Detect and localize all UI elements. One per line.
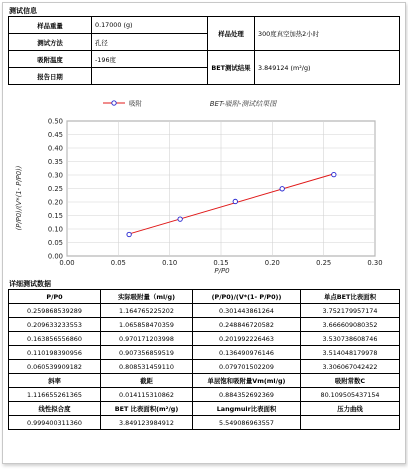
test-method-label: 测试方法 <box>9 34 92 51</box>
table-cell: 3.514048179978 <box>301 346 400 360</box>
data-point <box>178 217 182 221</box>
summary-header-row <box>9 374 400 388</box>
table-cell: 0.970171203998 <box>101 332 193 346</box>
table-cell: 0.060539909182 <box>9 360 101 374</box>
x-axis-label: P/P0 <box>214 267 230 275</box>
y-axis-ticks <box>48 118 63 261</box>
report-date-label: 报告日期 <box>9 68 92 85</box>
y-tick-label: 0.15 <box>47 212 63 220</box>
table-cell: 0.907356859519 <box>101 346 193 360</box>
test-method-value: 孔径 <box>92 34 208 51</box>
y-tick-label: 0.40 <box>47 144 63 153</box>
y-tick-label: 0.25 <box>47 185 63 193</box>
x-tick-label: 0.20 <box>264 259 280 267</box>
adsorption-temp-label: 吸附温度 <box>9 51 92 68</box>
slope-label: 斜率 <box>9 374 101 388</box>
bet-area-label: BET 比表面积(m²/g) <box>101 402 193 416</box>
x-axis-ticks <box>59 259 382 267</box>
constant-c-value: 80.109505437154 <box>301 388 400 402</box>
slope-value: 1.116655261365 <box>9 388 101 402</box>
table-cell: 0.136490976146 <box>193 346 301 360</box>
details-title: 详细测试数据 <box>9 280 51 288</box>
table-cell: 0.301443861264 <box>193 304 301 318</box>
summary-value-row <box>9 416 400 430</box>
table-cell: 3.306067042422 <box>301 360 400 374</box>
x-tick-label: 0.10 <box>162 259 178 267</box>
table-row <box>9 360 400 374</box>
table-cell: 1.065858470359 <box>101 318 193 332</box>
table-row <box>9 318 400 332</box>
report-date-value <box>92 68 208 85</box>
bet-result-label: BET测试结果 <box>208 51 255 85</box>
details-header-row <box>9 290 400 304</box>
col-header: 实际吸附量（ml/g) <box>101 290 193 304</box>
table-cell: 3.530738608746 <box>301 332 400 346</box>
monolayer-value: 0.884352692369 <box>193 388 301 402</box>
data-point <box>332 172 336 176</box>
data-point <box>280 187 284 191</box>
langmuir-area-label: Langmuir比表面积 <box>193 402 301 416</box>
table-cell: 0.163856556860 <box>9 332 101 346</box>
col-header: 单点BET比表面积 <box>301 290 400 304</box>
table-cell: 3.666609080352 <box>301 318 400 332</box>
y-tick-label: 0.10 <box>47 225 63 234</box>
col-header: P/P0 <box>9 290 101 304</box>
x-tick-label: 0.15 <box>213 259 229 267</box>
constant-c-label: 吸附常数C <box>301 374 400 388</box>
x-tick-label: 0.25 <box>316 259 332 267</box>
sample-treatment-value: 300度真空加热2小时 <box>255 17 400 51</box>
table-cell: 0.808531459110 <box>101 360 193 374</box>
table-cell: 3.752179957174 <box>301 304 400 318</box>
linear-fit-label: 线性拟合度 <box>9 402 101 416</box>
linear-fit-value: 0.999400311360 <box>9 416 101 430</box>
pressure-curve-value <box>301 416 400 430</box>
x-tick-label: 0.30 <box>367 259 383 267</box>
col-header: (P/P0)/(V*(1- P/P0)) <box>193 290 301 304</box>
legend-label: 吸附 <box>129 99 142 108</box>
bet-report-page <box>2 2 406 464</box>
data-point <box>127 232 131 236</box>
table-cell: 0.248846720582 <box>193 318 301 332</box>
pressure-curve-label: 压力曲线 <box>301 402 400 416</box>
x-tick-label: 0.05 <box>110 259 126 267</box>
test-info-table <box>8 16 400 85</box>
chart-legend <box>103 99 142 108</box>
chart-title: BET-吸附-测试结果图 <box>209 100 277 108</box>
table-cell: 0.201992226463 <box>193 332 301 346</box>
bet-chart <box>13 96 391 276</box>
y-tick-label: 0.05 <box>47 239 63 247</box>
y-tick-label: 0.30 <box>47 171 63 180</box>
sample-weight-value: 0.17000 (g) <box>92 17 208 34</box>
y-axis-label: (P/P0)/(V*(1- P/P0)) <box>15 165 23 231</box>
bet-area-value: 3.849123984912 <box>101 416 193 430</box>
adsorption-temp-value: -196度 <box>92 51 208 68</box>
intercept-label: 截距 <box>101 374 193 388</box>
table-row <box>9 332 400 346</box>
monolayer-label: 单层饱和吸附量Vm(ml/g) <box>193 374 301 388</box>
summary-header-row <box>9 402 400 416</box>
table-cell: 0.209633233553 <box>9 318 101 332</box>
info-row <box>9 51 400 68</box>
x-tick-label: 0.00 <box>59 259 75 267</box>
sample-weight-label: 样品重量 <box>9 17 92 34</box>
bet-result-value: 3.849124 (m²/g) <box>255 51 400 85</box>
test-info-title: 测试信息 <box>9 7 37 15</box>
y-tick-label: 0.35 <box>47 158 63 166</box>
table-cell: 0.079701502209 <box>193 360 301 374</box>
chart-grid <box>67 121 375 256</box>
sample-treatment-label: 样品处理 <box>208 17 255 51</box>
y-tick-label: 0.20 <box>47 198 63 207</box>
table-row <box>9 346 400 360</box>
table-cell: 1.164765225202 <box>101 304 193 318</box>
langmuir-area-value: 5.549086963557 <box>193 416 301 430</box>
intercept-value: 0.014115310862 <box>101 388 193 402</box>
table-cell: 0.110198390956 <box>9 346 101 360</box>
y-tick-label: 0.50 <box>47 117 63 126</box>
info-row <box>9 17 400 34</box>
y-tick-label: 0.00 <box>47 252 63 261</box>
table-cell: 0.259868539289 <box>9 304 101 318</box>
details-table <box>8 289 400 430</box>
y-tick-label: 0.45 <box>47 131 63 139</box>
summary-value-row <box>9 388 400 402</box>
legend-marker <box>112 101 116 105</box>
table-row <box>9 304 400 318</box>
data-point <box>233 199 237 203</box>
